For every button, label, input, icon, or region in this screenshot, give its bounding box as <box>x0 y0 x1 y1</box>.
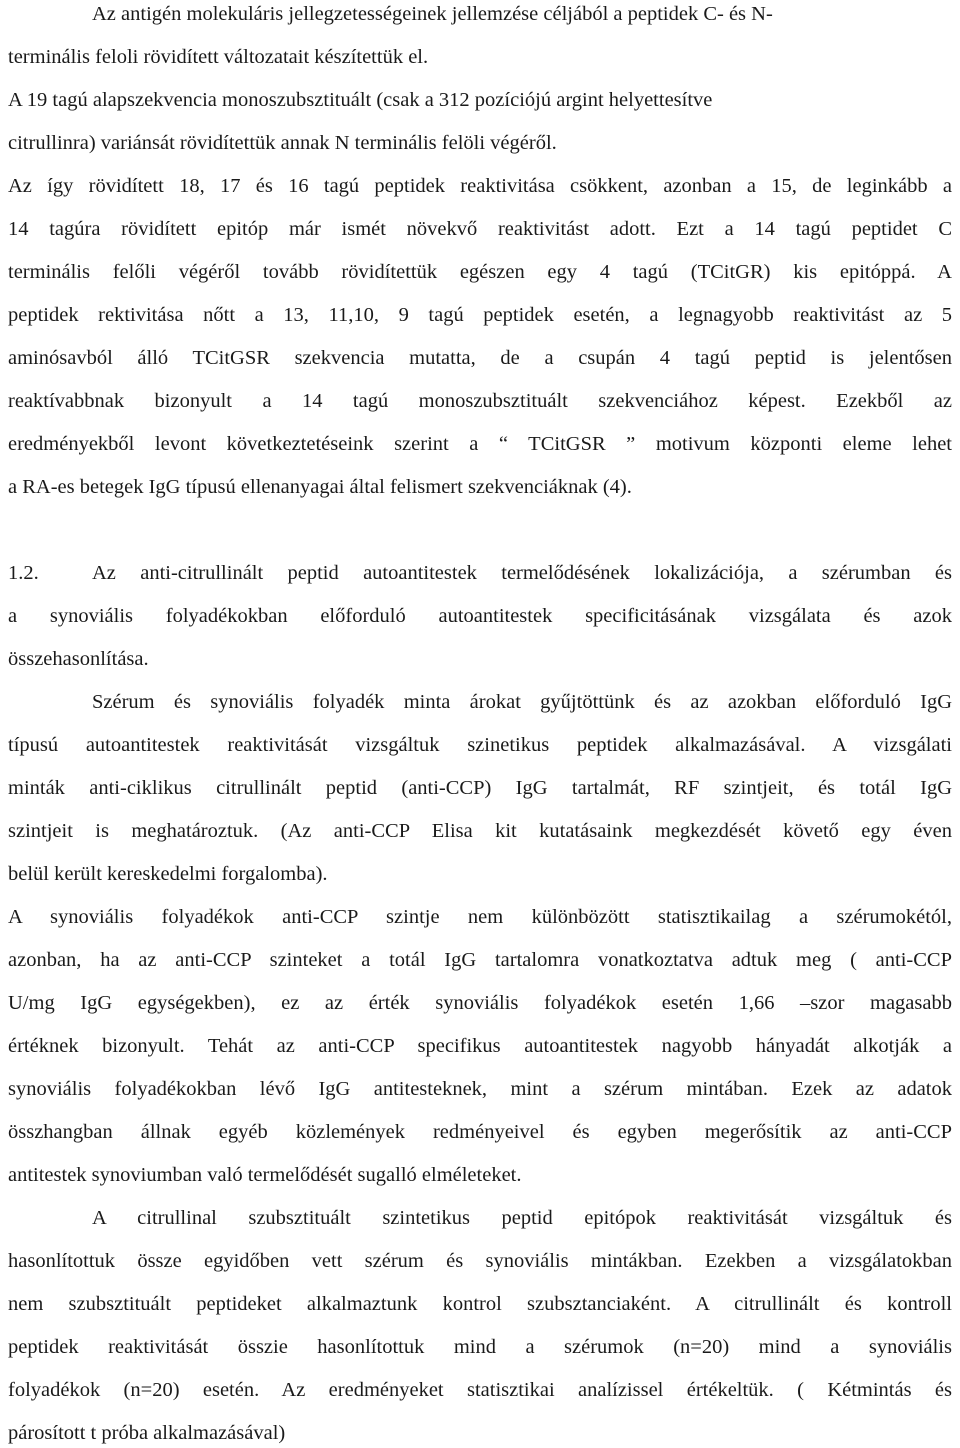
text-line: hasonlítottuk össze egyidőben vett szérum és synoviális mintákban. Ezekben a vizsgálatokban <box>8 1250 952 1272</box>
text-line: Szérum és synoviális folyadék minta árokat gyűjtöttünk és az azokban előforduló IgG <box>92 691 952 713</box>
text-line: A synoviális folyadékok anti-CCP szintje nem különbözött statisztikailag a szérumokétól, <box>8 906 952 928</box>
text-line: reaktívabbnak bizonyult a 14 tagú monoszubsztituált szekvenciához képest. Ezekből az <box>8 390 952 412</box>
section-heading-line: a synoviális folyadékokban előforduló autoantitestek specificitásának vizsgálata és azok <box>8 605 952 627</box>
text-line: minták anti-ciklikus citrullinált peptid (anti-CCP) IgG tartalmát, RF szintjeit, és totál IgG <box>8 777 952 799</box>
text-line: belül került kereskedelmi forgalomba). <box>8 863 328 885</box>
text-line: peptidek reaktivitását összie hasonlítottuk mind a szérumok (n=20) mind a synoviális <box>8 1336 952 1358</box>
text-line: terminális felőli végéről tovább rövidítettük egészen egy 4 tagú (TCitGR) kis epitóppá. A <box>8 261 952 283</box>
text-line: összhangban állnak egyéb közlemények redményeivel és egyben megerősítik az anti-CCP <box>8 1121 952 1143</box>
text-line: 14 tagúra rövidített epitóp már ismét növekvő reaktivitást adott. Ezt a 14 tagú peptidet C <box>8 218 952 240</box>
text-line: citrullinra) variánsát rövidítettük annak N terminális felöli végéről. <box>8 132 557 154</box>
text-line: eredményekből levont következtetéseink szerint a “ TCitGSR ” motivum központi eleme lehet <box>8 433 952 455</box>
text-line: Az antigén molekuláris jellegzetességeinek jellemzése céljából a peptidek C- és N- <box>92 3 773 25</box>
text-line: antitestek synoviumban való termelődését sugalló elméleteket. <box>8 1164 522 1186</box>
text-line: aminósavból álló TCitGSR szekvencia mutatta, de a csupán 4 tagú peptid is jelentősen <box>8 347 952 369</box>
section-number: 1.2. <box>8 562 39 584</box>
text-line: synoviális folyadékokban lévő IgG antitesteknek, mint a szérum mintában. Ezek az adatok <box>8 1078 952 1100</box>
text-line: peptidek rektivitása nőtt a 13, 11,10, 9 tagú peptidek esetén, a legnagyobb reaktivitást az 5 <box>8 304 952 326</box>
text-line: azonban, ha az anti-CCP szinteket a totál IgG tartalomra vonatkoztatva adtuk meg ( anti-CCP <box>8 949 952 971</box>
text-line: típusú autoantitestek reaktivitását vizsgáltuk szinetikus peptidek alkalmazásával. A vizsgálati <box>8 734 952 756</box>
text-line: U/mg IgG egységekben), ez az érték synoviális folyadékok esetén 1,66 –szor magasabb <box>8 992 952 1014</box>
text-line: értéknek bizonyult. Tehát az anti-CCP specifikus autoantitestek nagyobb hányadát alkotják a <box>8 1035 952 1057</box>
text-line: terminális feloli rövidített változatait készítettük el. <box>8 46 429 68</box>
section-heading-line: összehasonlítása. <box>8 648 149 670</box>
text-line: A 19 tagú alapszekvencia monoszubsztituált (csak a 312 pozíciójú argint helyettesítve <box>8 89 713 111</box>
text-line: Az így rövidített 18, 17 és 16 tagú peptidek reaktivitása csökkent, azonban a 15, de leginkább a <box>8 175 952 197</box>
text-line: nem szubsztituált peptideket alkalmaztunk kontrol szubsztanciaként. A citrullinált és kontroll <box>8 1293 952 1315</box>
text-line: A citrullinal szubsztituált szintetikus peptid epitópok reaktivitását vizsgáltuk és <box>92 1207 952 1229</box>
text-line: szintjeit is meghatároztuk. (Az anti-CCP Elisa kit kutatásaink megkezdését követő egy éven <box>8 820 952 842</box>
text-line: a RA-es betegek IgG típusú ellenanyagai által felismert szekvenciáknak (4). <box>8 476 632 498</box>
text-line: folyadékok (n=20) esetén. Az eredményeket statisztikai analízissel értékeltük. ( Kétmintás és <box>8 1379 952 1401</box>
section-heading-line: Az anti-citrullinált peptid autoantitestek termelődésének lokalizációja, a szérumban és <box>92 562 952 584</box>
text-line: párosított t próba alkalmazásával) <box>8 1422 286 1444</box>
